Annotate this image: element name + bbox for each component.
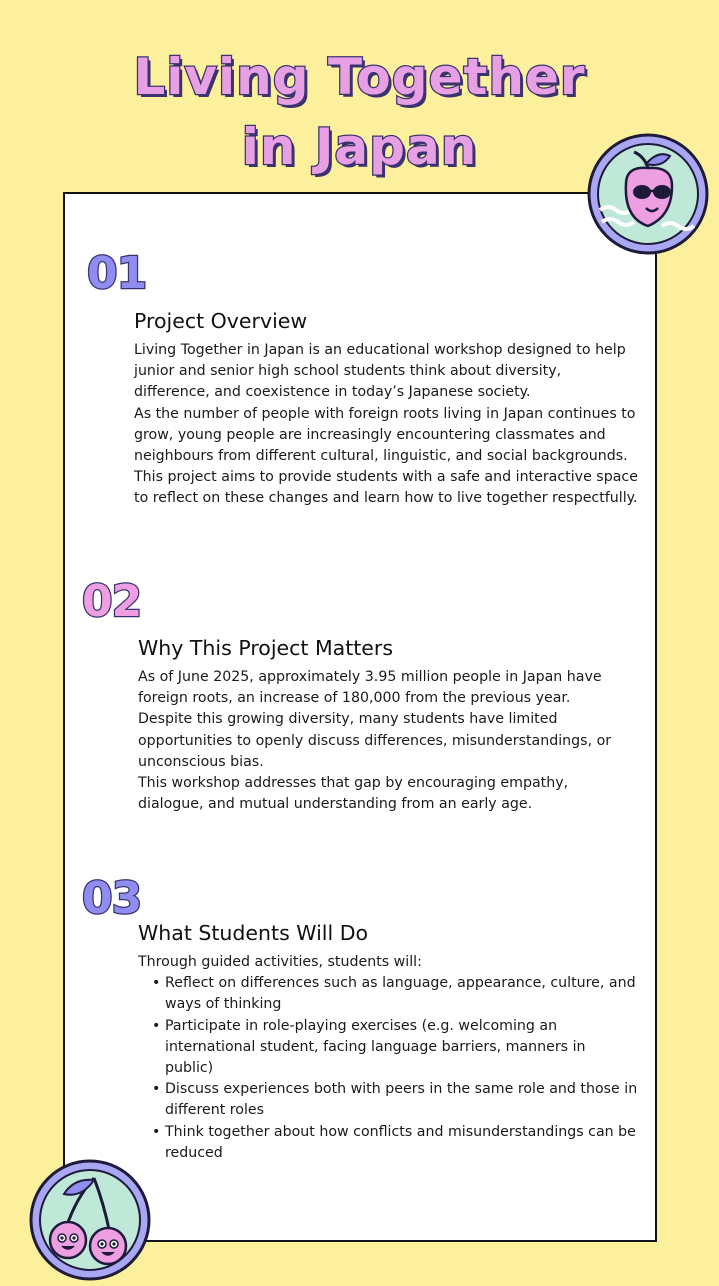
cool-peach-with-sunglasses-icon — [586, 132, 710, 256]
smiling-cherries-icon — [28, 1158, 152, 1282]
section-heading: What Students Will Do — [138, 921, 369, 945]
activities-list — [138, 973, 638, 1164]
list-item: • Reflect on differences such as language, appearance, culture, and ways of thinking — [165, 973, 638, 1015]
section-number-01: 01 — [87, 248, 147, 299]
section-paragraph: Despite this growing diversity, many students have limited opportunities to openly discuss differences, misunderstandings, or unconscious bias. — [138, 711, 612, 770]
section-paragraph: As of June 2025, approximately 3.95 million people in Japan have foreign roots, an increase of 180,000 from the previous year. — [138, 669, 602, 707]
section-paragraph: Living Together in Japan is an educational workshop designed to help junior and senior high school students think about diversity, difference, and coexistence in today’s Japanese society. — [134, 342, 626, 401]
section-heading: Why This Project Matters — [138, 636, 394, 660]
page-title-line-2: in Japan — [241, 118, 478, 176]
section-number-03: 03 — [82, 873, 142, 924]
section-paragraph: This workshop addresses that gap by encouraging empathy, dialogue, and mutual understanding from an early age. — [138, 775, 569, 813]
section-why-this-project-matters — [138, 635, 638, 815]
list-item: • Discuss experiences both with peers in the same role and those in different roles — [165, 1079, 638, 1121]
section-what-students-will-do — [138, 920, 638, 1164]
section-number-02: 02 — [82, 576, 142, 627]
section-paragraph: As the number of people with foreign roots living in Japan continues to grow, young people are increasingly encountering classmates and neighbours from different cultural, linguistic, and social backgrounds. This project aims to provide students with a safe and interactive space to reflect on these changes and learn how to live together respectfully. — [134, 405, 638, 507]
list-item: • Participate in role-playing exercises (e.g. welcoming an international student, facing language barriers, manners in public) — [165, 1016, 638, 1080]
section-project-overview — [134, 308, 639, 510]
list-item: • Think together about how conflicts and misunderstandings can be reduced — [165, 1122, 638, 1164]
section-intro: Through guided activities, students will: — [138, 954, 422, 970]
page-title-line-1: Living Together — [133, 48, 586, 106]
section-heading: Project Overview — [134, 309, 308, 333]
